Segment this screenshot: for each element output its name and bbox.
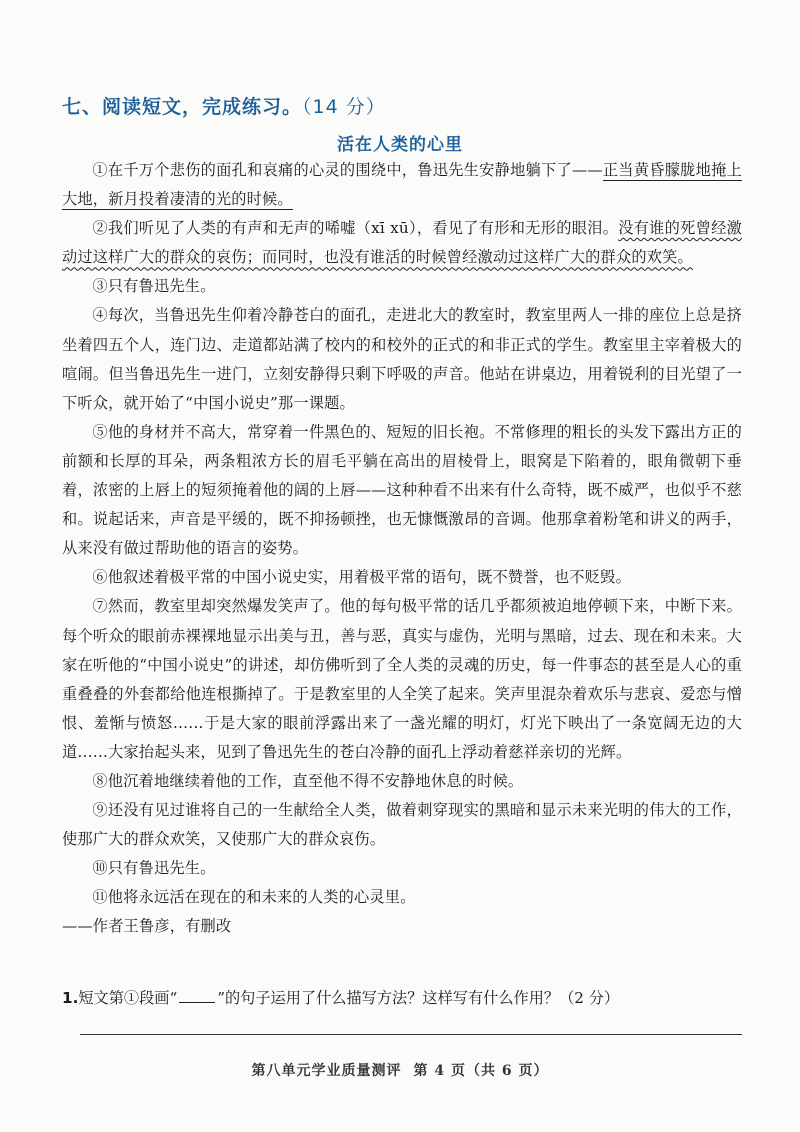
paragraph-9: ⑨还没有见过谁将自己的一生献给全人类，做着刺穿现实的黑暗和显示未来光明的伟大的工作，使那广大的群众欢笑，又使那广大的群众哀伤。	[62, 801, 742, 849]
author-credit: ——作者王鲁彦，有删改	[62, 917, 232, 936]
paragraph-8: ⑧他沉着地继续着他的工作，直至他不得不安静地休息的时候。	[92, 771, 524, 790]
underlined-sentence: 正当黄昏朦胧地掩上大地，新月投着凄清的光的时候。	[62, 161, 742, 209]
footer-unit: 第八单元学业质量测评	[251, 1063, 402, 1079]
question-text-post: ”的句子运用了什么描写方法？这样写有什么作用？（2 分）	[217, 989, 620, 1007]
paragraph-5: ⑤他的身材并不高大，常穿着一件黑色的、短短的旧长袍。不常修理的粗长的头发下露出方正的前额和长厚的耳朵，两条粗浓方长的眉毛平躺在高出的眉棱骨上，眼窝是下陷着的，眼角微朝下垂着，浓密的上唇上的短须掩着他的阔的上唇——这种种看不出来有什么奇特，既不威严，也似乎不慈和。说起话来，声音是平缓的，既不抑扬顿挫，也无慷慨激昂的音调。他那拿着粉笔和讲义的两手，从来没有做过帮助他的语言的姿势。	[62, 422, 742, 558]
article-body	[62, 156, 742, 942]
wavy-underlined-sentence: 没有谁的死曾经激动过这样广大的群众的哀伤；而同时，也没有谁活的时候曾经激动过这样广大的群众的欢笑。	[62, 219, 742, 267]
paragraph-11: ⑪他将永远活在现在的和未来的人类的心灵里。	[92, 888, 416, 907]
section-title-text: 七、阅读短文，完成练习。	[62, 96, 303, 118]
answer-line[interactable]	[80, 1034, 742, 1035]
paragraph-4: ④每次，当鲁迅先生仰着冷静苍白的面孔，走进北大的教室时，教室里两人一排的座位上总是挤坐着四五个人，连门边、走道都站满了校内的和校外的正式的和非正式的学生。教室里主宰着极大的喧闹。但当鲁迅先生一进门，立刻安静得只剩下呼吸的声音。他站在讲桌边，用着锐利的目光望了一下听众，就开始了“中国小说史”那一课题。	[62, 306, 742, 412]
page-footer	[0, 1060, 800, 1080]
question-number: 1.	[62, 989, 79, 1007]
paragraph-7: ⑦然而，教室里却突然爆发笑声了。他的每句极平常的话几乎都须被迫地停顿下来，中断下来。每个听众的眼前赤裸裸地显示出美与丑，善与恶，真实与虚伪，光明与黑暗，过去、现在和未来。大家在听他的“中国小说史”的讲述，却仿佛听到了全人类的灵魂的历史，每一件事态的甚至是人心的重重叠叠的外套都给他连根撕掉了。于是教室里的人全笑了起来。笑声里混杂着欢乐与悲哀、爱恋与憎恨、羞惭与愤怒……于是大家的眼前浮露出来了一盏光耀的明灯，灯光下映出了一条宽阔无边的大道……大家抬起头来，见到了鲁迅先生的苍白冷静的面孔上浮动着慈祥亲切的光辉。	[62, 597, 742, 761]
question-text-pre: 短文第①段画“	[78, 989, 178, 1007]
paragraph-2-text: ②我们听见了人类的有声和无声的唏嘘（xī xū），看见了有形和无形的眼泪。	[92, 219, 619, 238]
footer-page: 第 4 页（共 6 页）	[413, 1063, 549, 1079]
section-heading	[62, 92, 386, 119]
paragraph-1-text: ①在千万个悲伤的面孔和哀痛的心灵的围绕中，鲁迅先生安静地躺下了——	[92, 161, 603, 179]
paragraph-10: ⑩只有鲁迅先生。	[92, 859, 216, 878]
paragraph-1	[62, 156, 742, 214]
question-1	[62, 984, 752, 1013]
section-score: （14 分）	[302, 96, 386, 118]
paragraph-3: ③只有鲁迅先生。	[92, 277, 216, 296]
blank-line-symbol	[179, 988, 215, 1003]
article-title: 活在人类的心里	[337, 135, 463, 155]
paragraph-2	[62, 214, 742, 272]
paragraph-6: ⑥他叙述着极平常的中国小说史实，用着极平常的语句，既不赞誉，也不贬毁。	[92, 568, 631, 587]
